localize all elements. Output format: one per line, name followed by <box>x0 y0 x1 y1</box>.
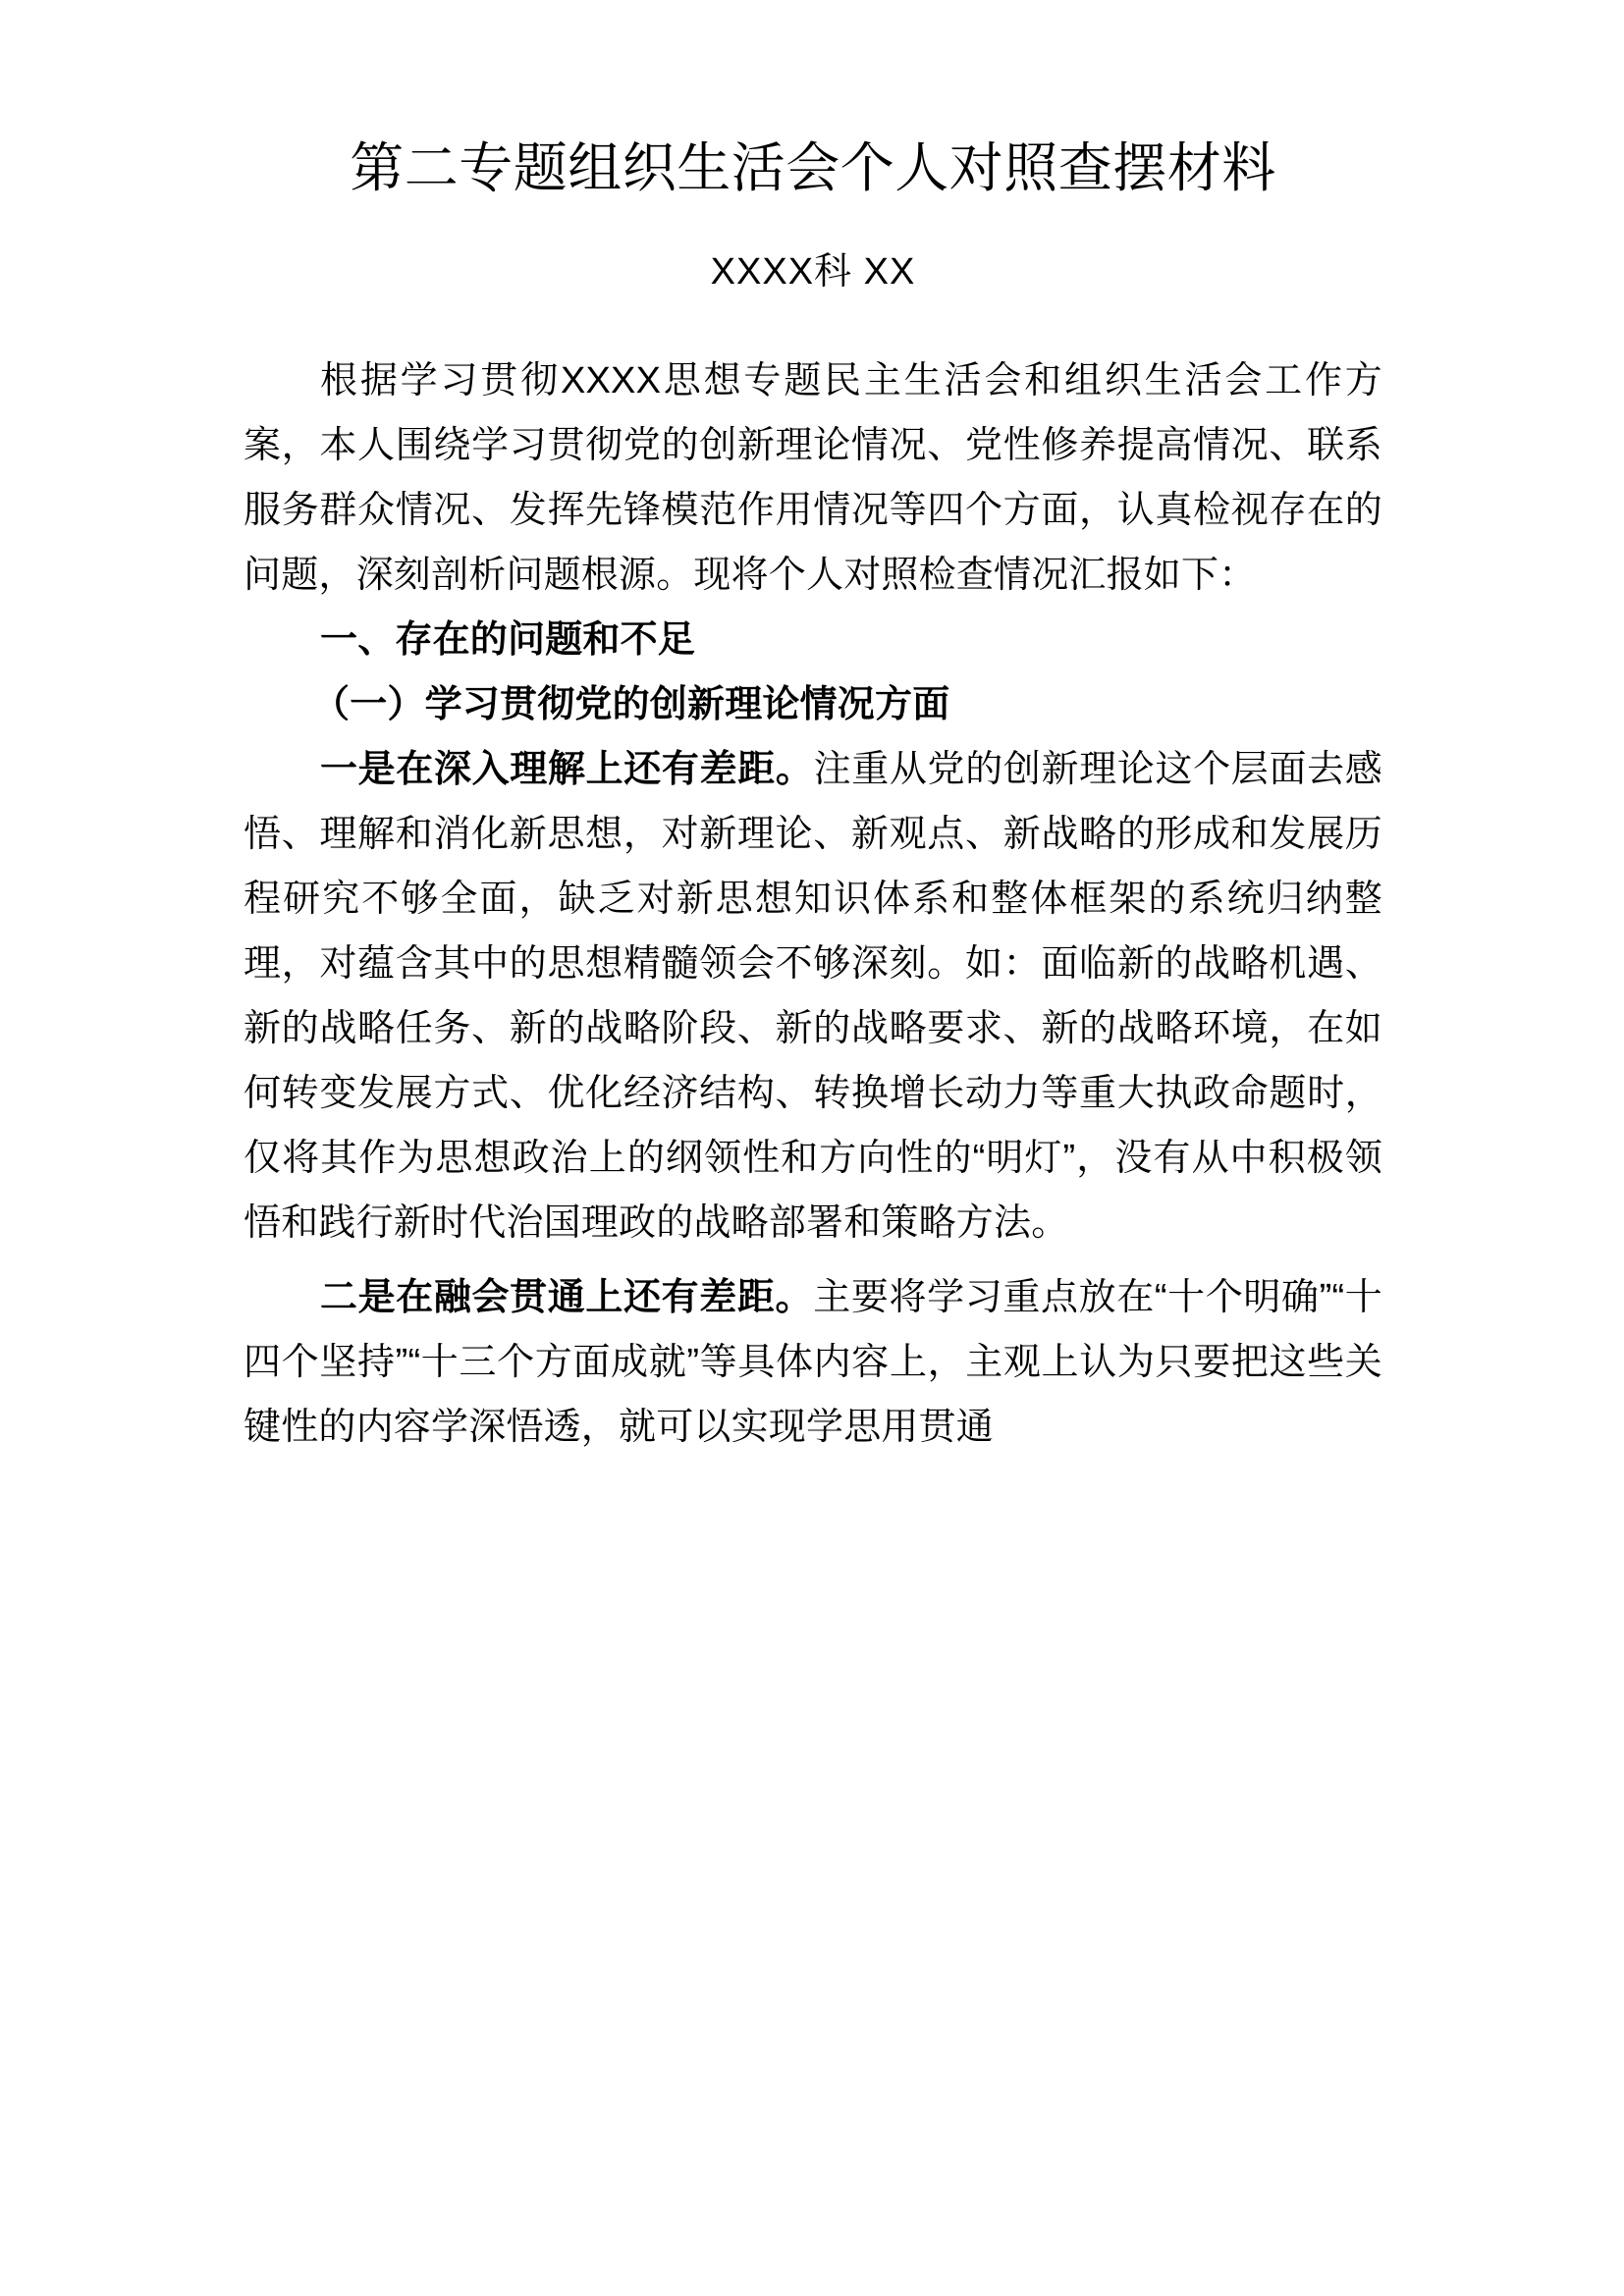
paragraph-item-2 <box>244 1265 1382 1460</box>
document-title: 第二专题组织生活会个人对照查摆材料 <box>350 137 1276 198</box>
paragraph-item-1-text: 注重从党的创新理论这个层面去感悟、理解和消化新思想，对新理论、新观点、新战略的形成和发展历程研究不够全面，缺乏对新思想知识体系和整体框架的系统归纳整理，对蕴含其中的思想精髓领会不够深刻。如：面临新的战略机遇、新的战略任务、新的战略阶段、新的战略要求、新的战略环境，在如何转变发展方式、优化经济结构、转换增长动力等重大执政命题时，仅将其作为思想政治上的纲领性和方向性的“明灯”，没有从中积极领悟和践行新时代治国理政的战略部署和策略方法。 <box>244 748 1382 1244</box>
paragraph-item-1 <box>244 737 1382 1255</box>
paragraph-item-2-lead: 二是在融会贯通上还有差距。 <box>320 1276 814 1318</box>
paragraph-spacer <box>244 1255 1382 1265</box>
subsection-heading-1: （一）学习贯彻党的创新理论情况方面 <box>312 683 950 725</box>
section-heading-1: 一、存在的问题和不足 <box>320 618 696 661</box>
document-body <box>244 0 1382 1460</box>
paragraph-item-1-lead: 一是在深入理解上还有差距。 <box>320 748 814 790</box>
paragraph-item-2-text: 主要将学习重点放在“十个明确”“十四个坚持”“十三个方面成就”等具体内容上，主观上认为只要把这些关键性的内容学深悟透，就可以实现学思用贯通 <box>244 1276 1382 1448</box>
document-subtitle-author: XXXX科 XX <box>710 251 916 294</box>
intro-paragraph: 根据学习贯彻XXXX思想专题民主生活会和组织生活会工作方案，本人围绕学习贯彻党的创新理论情况、党性修养提高情况、联系服务群众情况、发挥先锋模范作用情况等四个方面，认真检视存在的问题，深刻剖析问题根源。现将个人对照检查情况汇报如下： <box>244 359 1382 596</box>
